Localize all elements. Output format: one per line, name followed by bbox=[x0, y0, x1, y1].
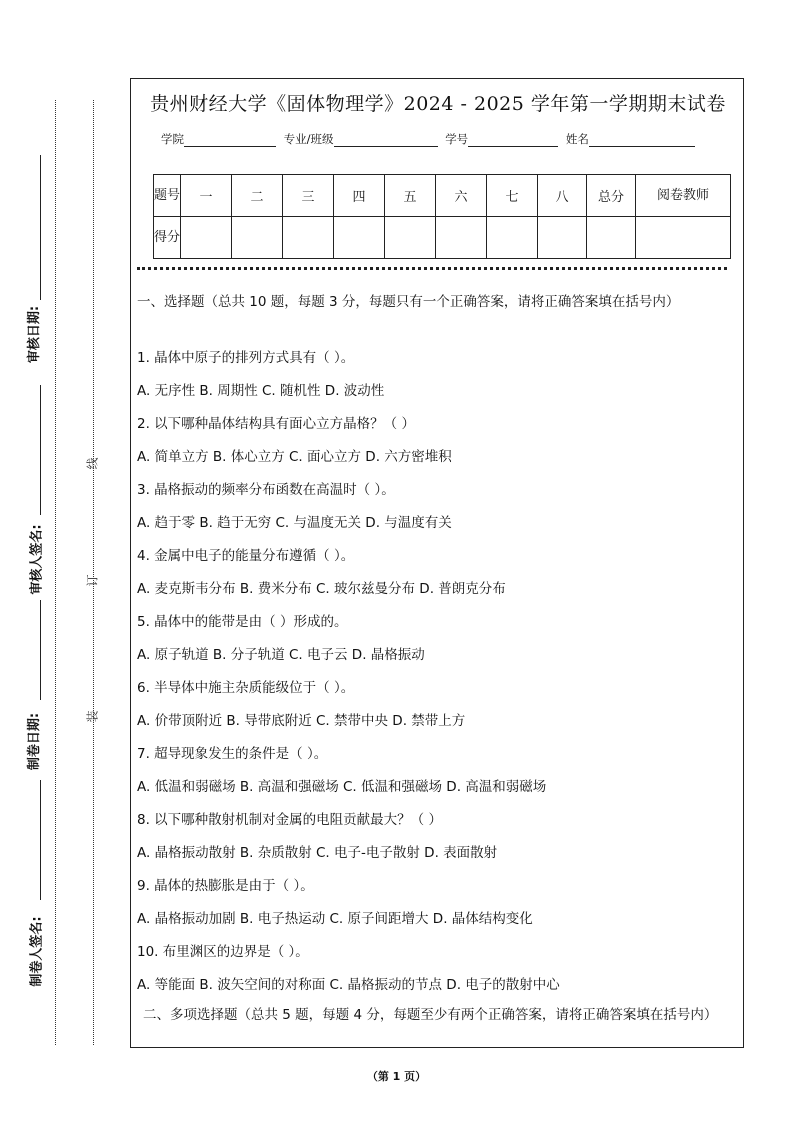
score-col-header: 六 bbox=[436, 175, 487, 217]
margin-dotted-line-outer bbox=[55, 100, 56, 1045]
score-col-header: 七 bbox=[487, 175, 538, 217]
score-cell-grader[interactable] bbox=[636, 217, 731, 259]
binding-mark-staple: 订 bbox=[85, 574, 100, 587]
major-class-label: 专业/班级 bbox=[283, 132, 334, 146]
question-6: 6. 半导体中施主杂质能级位于（ ）。 bbox=[137, 680, 355, 696]
college-label: 学院 bbox=[161, 132, 184, 146]
question-8: 8. 以下哪种散射机制对金属的电阻贡献最大？（ ） bbox=[137, 812, 442, 828]
section1-heading: 一、选择题（总共 10 题，每题 3 分，每题只有一个正确答案，请将正确答案填在括号内） bbox=[137, 294, 680, 310]
name-field[interactable] bbox=[589, 133, 695, 147]
score-cell[interactable] bbox=[232, 217, 283, 259]
compile-date-label: 制卷日期: bbox=[27, 712, 43, 771]
question-3: 3. 晶格振动的频率分布函数在高温时（ ）。 bbox=[137, 482, 395, 498]
major-class-field[interactable] bbox=[334, 133, 438, 147]
score-table-score-label: 得分 bbox=[154, 217, 181, 259]
student-id-field[interactable] bbox=[468, 133, 558, 147]
score-cell[interactable] bbox=[181, 217, 232, 259]
review-date-label: 审核日期: bbox=[27, 305, 43, 364]
name-label: 姓名 bbox=[565, 132, 589, 146]
question-2: 2. 以下哪种晶体结构具有面心立方晶格？（ ） bbox=[137, 416, 415, 432]
question-7: 7. 超导现象发生的条件是（ ）。 bbox=[137, 746, 328, 762]
question-6-options: A. 价带顶附近 B. 导带底附近 C. 禁带中央 D. 禁带上方 bbox=[137, 713, 466, 729]
college-field[interactable] bbox=[184, 133, 276, 147]
reviewer-signature-label: 审核人签名: bbox=[29, 524, 45, 595]
question-5-options: A. 原子轨道 B. 分子轨道 C. 电子云 D. 晶格振动 bbox=[137, 647, 425, 663]
score-col-header: 三 bbox=[283, 175, 334, 217]
question-10-options: A. 等能面 B. 波矢空间的对称面 C. 晶格振动的节点 D. 电子的散射中心 bbox=[137, 977, 560, 993]
student-id-label: 学号 bbox=[445, 132, 469, 146]
exam-title: 贵州财经大学《固体物理学》2024 - 2025 学年第一学期期末试卷 bbox=[150, 93, 726, 115]
margin-dotted-line-inner bbox=[93, 100, 94, 1045]
question-7-options: A. 低温和弱磁场 B. 高温和强磁场 C. 低温和强磁场 D. 高温和弱磁场 bbox=[137, 779, 547, 795]
question-1: 1. 晶体中原子的排列方式具有（ ）。 bbox=[137, 350, 355, 366]
question-4-options: A. 麦克斯韦分布 B. 费米分布 C. 玻尔兹曼分布 D. 普朗克分布 bbox=[137, 581, 506, 597]
compiler-signature-label: 制卷人签名: bbox=[29, 916, 45, 987]
score-table-header-label: 题号 bbox=[154, 175, 181, 217]
compile-date-blank bbox=[40, 600, 41, 700]
score-col-header-grader: 阅卷教师 bbox=[636, 175, 731, 217]
score-cell[interactable] bbox=[385, 217, 436, 259]
score-col-header: 二 bbox=[232, 175, 283, 217]
score-cell-total[interactable] bbox=[587, 217, 636, 259]
score-col-header: 四 bbox=[334, 175, 385, 217]
student-info-row bbox=[161, 131, 699, 147]
reviewer-signature-blank bbox=[40, 385, 41, 515]
question-8-options: A. 晶格振动散射 B. 杂质散射 C. 电子-电子散射 D. 表面散射 bbox=[137, 845, 498, 861]
page-number: （第 1 页） bbox=[366, 1070, 427, 1083]
question-4: 4. 金属中电子的能量分布遵循（ ）。 bbox=[137, 548, 355, 564]
binding-mark-line: 线 bbox=[85, 457, 100, 470]
score-table bbox=[153, 174, 731, 259]
score-cell[interactable] bbox=[334, 217, 385, 259]
compiler-signature-blank bbox=[40, 780, 41, 900]
dotted-separator bbox=[137, 267, 727, 270]
review-date-blank bbox=[40, 155, 41, 300]
question-2-options: A. 简单立方 B. 体心立方 C. 面心立方 D. 六方密堆积 bbox=[137, 449, 452, 465]
score-cell[interactable] bbox=[436, 217, 487, 259]
score-col-header: 一 bbox=[181, 175, 232, 217]
score-cell[interactable] bbox=[538, 217, 587, 259]
question-9-options: A. 晶格振动加剧 B. 电子热运动 C. 原子间距增大 D. 晶体结构变化 bbox=[137, 911, 533, 927]
question-3-options: A. 趋于零 B. 趋于无穷 C. 与温度无关 D. 与温度有关 bbox=[137, 515, 452, 531]
section2-heading: 二、多项选择题（总共 5 题，每题 4 分，每题至少有两个正确答案，请将正确答案填在括号内） bbox=[143, 1007, 718, 1023]
binding-margin bbox=[0, 0, 100, 1122]
score-cell[interactable] bbox=[487, 217, 538, 259]
score-col-header: 五 bbox=[385, 175, 436, 217]
exam-frame bbox=[130, 78, 744, 1048]
question-10: 10. 布里渊区的边界是（ ）。 bbox=[137, 944, 309, 960]
score-col-header-total: 总分 bbox=[587, 175, 636, 217]
question-5: 5. 晶体中的能带是由（ ）形成的。 bbox=[137, 614, 348, 630]
score-cell[interactable] bbox=[283, 217, 334, 259]
score-col-header: 八 bbox=[538, 175, 587, 217]
question-9: 9. 晶体的热膨胀是由于（ ）。 bbox=[137, 878, 314, 894]
question-1-options: A. 无序性 B. 周期性 C. 随机性 D. 波动性 bbox=[137, 383, 385, 399]
binding-mark-bind: 装 bbox=[85, 710, 100, 723]
